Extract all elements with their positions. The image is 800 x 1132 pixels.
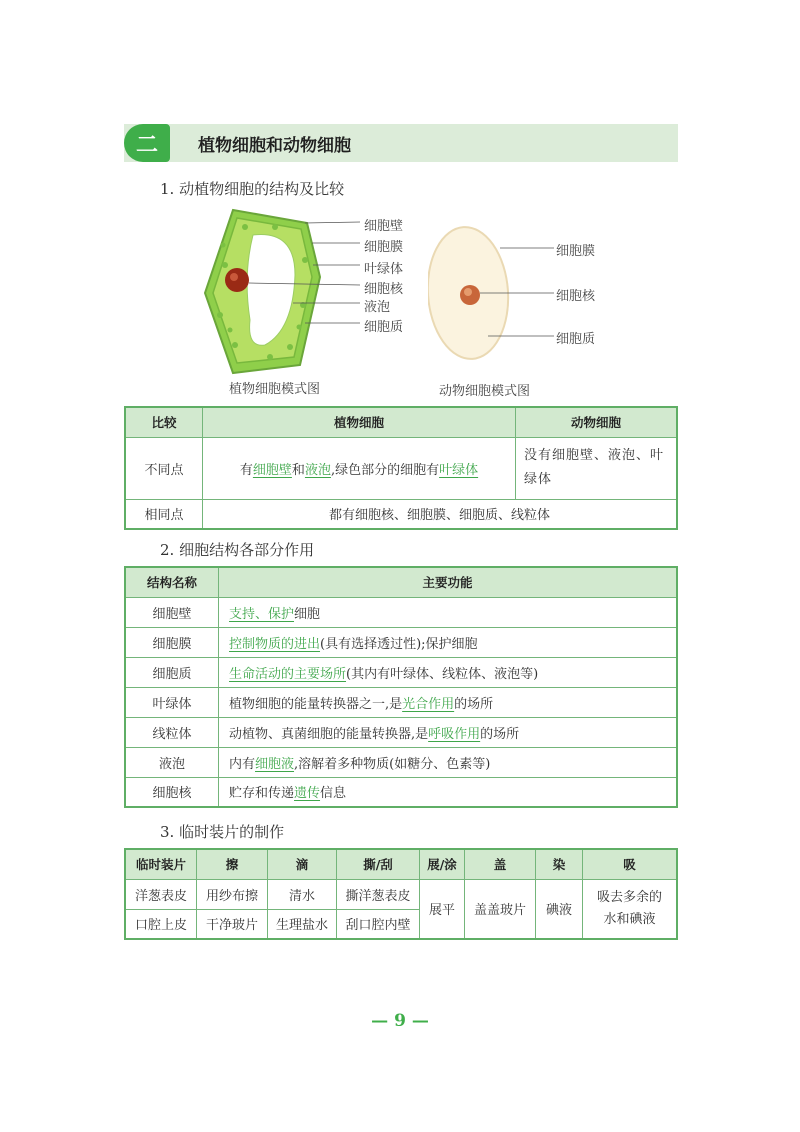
structure-name-cell: 细胞核 xyxy=(125,777,219,807)
header-cover: 盖 xyxy=(465,849,536,879)
function-text: 的场所 xyxy=(454,696,494,712)
header-wipe: 擦 xyxy=(197,849,268,879)
function-row xyxy=(125,597,677,627)
plant-cell-diagram xyxy=(195,205,385,380)
row1-wipe: 用纱布擦 xyxy=(197,879,268,909)
plant-label-vacuole: 液泡 xyxy=(364,300,391,315)
spread-cell: 展平 xyxy=(420,879,465,939)
function-row xyxy=(125,627,677,657)
function-cell xyxy=(219,687,678,717)
row1-drip: 清水 xyxy=(268,879,337,909)
structure-name-cell: 细胞质 xyxy=(125,657,219,687)
header-absorb: 吸 xyxy=(583,849,678,879)
key-term: 生命活动的主要场所 xyxy=(229,666,347,682)
function-cell xyxy=(219,717,678,747)
header-animal-cell: 动物细胞 xyxy=(516,407,678,437)
same-text: 都有细胞核、细胞膜、细胞质、线粒体 xyxy=(203,499,678,529)
part2-title: 2. 细胞结构各部分作用 xyxy=(160,541,315,559)
same-label: 相同点 xyxy=(125,499,203,529)
function-text: 植物细胞的能量转换器之一,是 xyxy=(229,696,403,712)
plant-label-cell-membrane: 细胞膜 xyxy=(364,240,404,255)
key-term: 细胞液 xyxy=(255,756,295,772)
absorb-cell: 吸去多余的水和碘液 xyxy=(583,879,678,939)
animal-label-nucleus: 细胞核 xyxy=(556,289,596,304)
structure-name-cell: 叶绿体 xyxy=(125,687,219,717)
diff-plant-cell: 有细胞壁和液泡,绿色部分的细胞有叶绿体 xyxy=(203,437,516,499)
part1-title: 1. 动植物细胞的结构及比较 xyxy=(160,180,345,198)
function-text: (其内有叶绿体、线粒体、液泡等) xyxy=(346,666,539,682)
diff-label: 不同点 xyxy=(125,437,203,499)
cover-cell: 盖盖玻片 xyxy=(465,879,536,939)
function-text: 细胞 xyxy=(294,606,321,622)
function-cell xyxy=(219,597,678,627)
plant-label-chloroplast: 叶绿体 xyxy=(364,262,404,277)
structure-name-cell: 细胞膜 xyxy=(125,627,219,657)
function-text: (具有选择透过性);保护细胞 xyxy=(320,636,478,652)
function-table xyxy=(124,566,678,808)
structure-name-cell: 液泡 xyxy=(125,747,219,777)
stain-cell: 碘液 xyxy=(536,879,583,939)
key-term: 控制物质的进出 xyxy=(229,636,321,652)
page-number: — 9 — xyxy=(371,1011,429,1031)
animal-cell-diagram xyxy=(428,225,568,370)
function-row xyxy=(125,657,677,687)
header-slide: 临时装片 xyxy=(125,849,197,879)
function-text: 的场所 xyxy=(480,726,520,742)
key-term: 支持、保护 xyxy=(229,606,295,622)
plant-label-nucleus: 细胞核 xyxy=(364,282,404,297)
function-row xyxy=(125,747,677,777)
plant-nucleus-shape xyxy=(225,268,249,292)
function-text: 内有 xyxy=(229,756,256,772)
slide-preparation-table xyxy=(124,848,678,940)
section-number-badge: 二 xyxy=(124,124,170,162)
key-term: 遗传 xyxy=(294,786,321,802)
plant-label-cell-wall: 细胞壁 xyxy=(364,219,404,234)
function-cell xyxy=(219,747,678,777)
animal-label-cell-membrane: 细胞膜 xyxy=(556,244,596,259)
diff-animal-cell: 没有细胞壁、液泡、叶绿体 xyxy=(516,437,678,499)
structure-name-cell: 细胞壁 xyxy=(125,597,219,627)
function-text: 信息 xyxy=(320,786,347,802)
function-row xyxy=(125,777,677,807)
header-main-function: 主要功能 xyxy=(219,567,678,597)
row1-tear: 撕洋葱表皮 xyxy=(337,879,420,909)
function-row xyxy=(125,687,677,717)
header-spread-smear: 展/涂 xyxy=(420,849,465,879)
structure-name-cell: 线粒体 xyxy=(125,717,219,747)
part3-title: 3. 临时装片的制作 xyxy=(160,823,285,841)
header-stain: 染 xyxy=(536,849,583,879)
animal-cell-caption: 动物细胞模式图 xyxy=(439,384,531,399)
row2-wipe: 干净玻片 xyxy=(197,909,268,939)
function-row xyxy=(125,717,677,747)
animal-label-cytoplasm: 细胞质 xyxy=(556,332,596,347)
row2-slide: 口腔上皮 xyxy=(125,909,197,939)
section-title: 植物细胞和动物细胞 xyxy=(198,136,351,156)
function-cell xyxy=(219,627,678,657)
row2-scrape: 刮口腔内壁 xyxy=(337,909,420,939)
plant-label-cytoplasm: 细胞质 xyxy=(364,320,404,335)
function-text: ,溶解着多种物质(如糖分、色素等) xyxy=(294,756,491,772)
header-structure-name: 结构名称 xyxy=(125,567,219,597)
header-compare: 比较 xyxy=(125,407,203,437)
function-cell xyxy=(219,657,678,687)
plant-cell-caption: 植物细胞模式图 xyxy=(229,382,321,397)
function-text: 动植物、真菌细胞的能量转换器,是 xyxy=(229,726,429,742)
function-text: 贮存和传递 xyxy=(229,786,295,802)
header-plant-cell: 植物细胞 xyxy=(203,407,516,437)
key-term: 呼吸作用 xyxy=(428,726,481,742)
row2-drip: 生理盐水 xyxy=(268,909,337,939)
key-term: 光合作用 xyxy=(402,696,455,712)
function-cell xyxy=(219,777,678,807)
comparison-table xyxy=(124,406,678,530)
header-tear-scrape: 撕/刮 xyxy=(337,849,420,879)
header-drip: 滴 xyxy=(268,849,337,879)
row1-slide: 洋葱表皮 xyxy=(125,879,197,909)
